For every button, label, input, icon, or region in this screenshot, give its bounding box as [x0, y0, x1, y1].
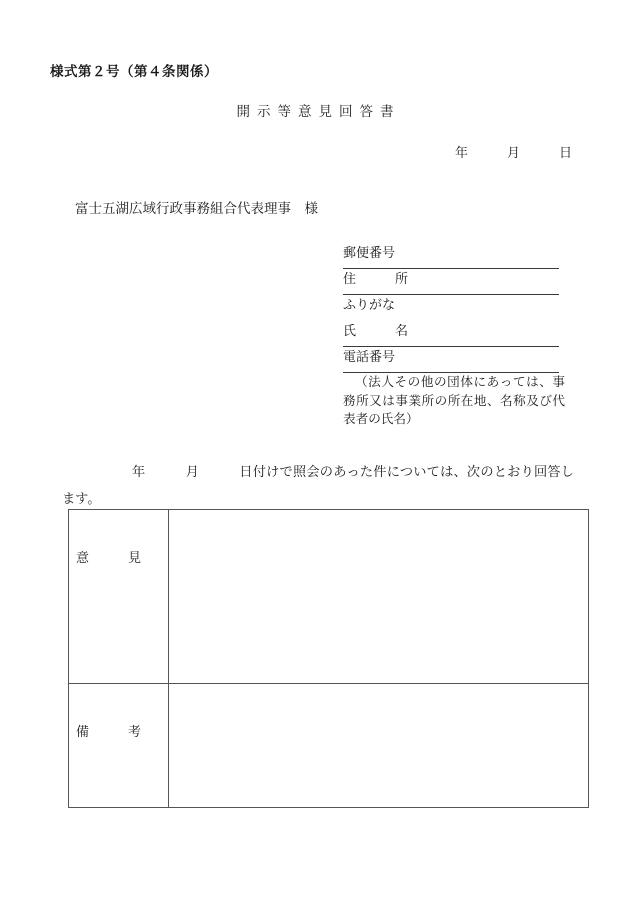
- table-row: [69, 510, 589, 684]
- page-title: 開示等意見回答書: [236, 104, 401, 119]
- table-row: [69, 684, 589, 808]
- remarks-label: 備 考: [76, 724, 142, 739]
- corporate-entity-note: （法人その他の団体にあっては、事務所又は事業所の所在地、名称及び代表者の氏名）: [343, 375, 565, 426]
- opinion-label-cell: [69, 510, 169, 684]
- remarks-label-cell: [69, 684, 169, 808]
- opinion-input-cell[interactable]: [169, 510, 589, 684]
- sender-information-block: [343, 243, 559, 373]
- addressee-line: 富士五湖広域行政事務組合代表理事 様: [75, 201, 318, 216]
- furigana-field[interactable]: ふりがな: [343, 297, 396, 312]
- phone-number-field[interactable]: 電話番号: [343, 347, 559, 373]
- body-paragraph: 年 月 日付けで照会のあった件については、次のとおり回答します。: [62, 464, 574, 506]
- form-number: 様式第２号（第４条関係）: [50, 64, 218, 79]
- name-field[interactable]: 氏 名: [343, 321, 559, 347]
- address-field[interactable]: 住 所: [343, 269, 559, 295]
- opinion-label: 意 見: [76, 550, 142, 565]
- response-table: [68, 509, 589, 808]
- issue-date-line: 年 月 日: [455, 145, 573, 160]
- remarks-input-cell[interactable]: [169, 684, 589, 808]
- postal-code-field[interactable]: 郵便番号: [343, 243, 559, 269]
